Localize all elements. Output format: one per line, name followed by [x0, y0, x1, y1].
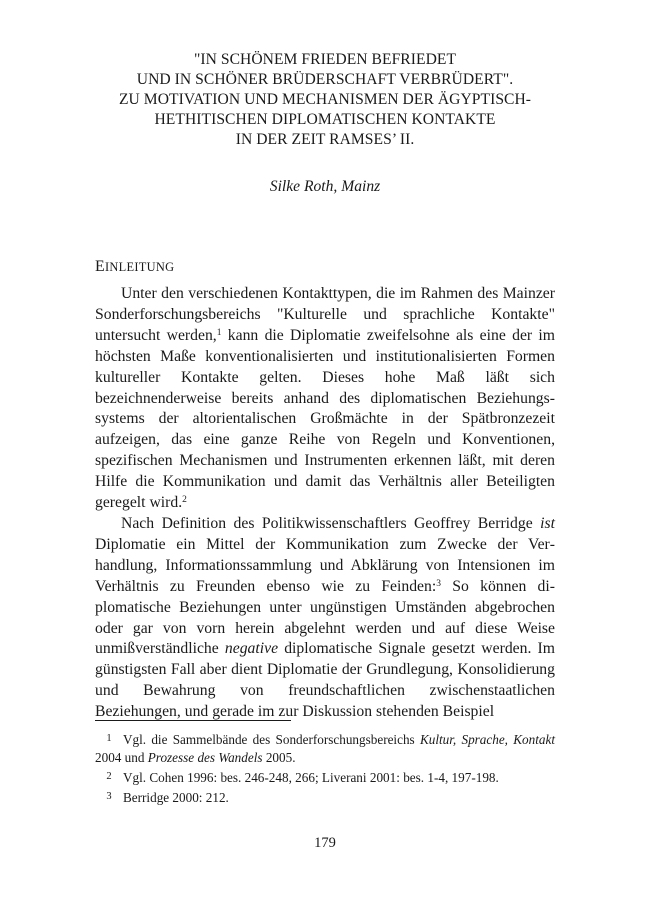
- title-line-2: UND IN SCHÖNER BRÜDERSCHAFT VERBRÜDERT".: [136, 71, 514, 88]
- footnote-1: [95, 730, 555, 767]
- footnote-3: [95, 788, 555, 807]
- footnotes: [95, 730, 555, 808]
- title-line-5: IN DER ZEIT RAMSES’ II.: [235, 131, 415, 148]
- footnote-ref-1[interactable]: 1: [216, 327, 222, 338]
- title-line-3: ZU MOTIVATION UND MECHANISMEN DER ÄGYPTISCH-: [118, 91, 532, 108]
- footnote-text: Vgl. Cohen 1996: bes. 246-248, 266; Liverani 2001: bes. 1-4, 197-198.: [123, 770, 499, 785]
- paragraph-2-text-c: So können diplomatische Beziehungen unter ungünstigen Umständen abgebrochen oder gar von vorn herein abgelehnt werden und auf diese Weise unmißverständliche: [95, 577, 555, 658]
- author-line: Silke Roth, Mainz: [269, 178, 381, 195]
- article-title: [60, 50, 590, 150]
- paragraph-1-text-a: Unter den verschiedenen Kontakttypen, die im Rahmen des Mainzer Sonderforschungsbereichs "Kulturelle und sprachliche Kontakte" untersucht werden,: [95, 285, 555, 344]
- footnote-number: 1: [106, 733, 112, 744]
- footnote-2: [95, 768, 555, 787]
- body-text: [95, 284, 555, 723]
- paragraph-2-text-a: Nach Definition des Politikwissenschaftlers Geoffrey Berridge: [121, 514, 541, 532]
- section-heading-rest: INLEITUNG: [104, 260, 175, 274]
- footnote-ref-3[interactable]: 3: [436, 578, 441, 589]
- footnote-title-kultur: Kultur, Sprache, Kontakt: [419, 732, 556, 747]
- footnote-text: Berridge 2000: 212.: [123, 790, 229, 805]
- paragraph-1-text-b: kann die Diplomatie zweifelsohne als eine der im höchsten Maße konventionalisierten und institutionalisierten Formen kultureller Kontakte gelten. Dieses hohe Maß läßt sich bezeichnenderweise bereits anhand des diplomatischen Beziehungssystems der altorientalischen Großmächte in der Spätbronzezeit aufzeigen, das eine ganze Reihe von Regeln und Konventionen, spezifischen Mechanismen und Instrumenten erkennen läßt, mit deren Hilfe die Kommunikation und damit das Verhältnis aller Beteiligten geregelt wird.: [95, 326, 555, 512]
- footnote-separator: [95, 720, 291, 721]
- footnote-text: Vgl. die Sammelbände des Sonderforschungsbereichs: [123, 732, 420, 747]
- paragraph-1: [95, 284, 555, 514]
- page-number: 179: [314, 835, 336, 851]
- footnote-number: 3: [106, 791, 112, 802]
- section-heading-initial: E: [95, 258, 105, 275]
- footnote-text: 2005.: [262, 750, 296, 765]
- section-heading: [95, 258, 174, 276]
- footnote-text: 2004 und: [95, 750, 148, 765]
- title-line-4: HETHITISCHEN DIPLOMATISCHEN KONTAKTE: [154, 111, 496, 128]
- footnote-title-prozesse: Prozesse des Wandels: [147, 750, 263, 765]
- paragraph-2-text-d: diplomatische Signale gesetzt werden. Im günstigsten Fall aber dient Diplomatie der Grundlegung, Konsolidierung und Bewahrung von freundschaftlichen zwischenstaatlichen Beziehungen, und gerade im zur Diskussion stehenden Beispiel: [95, 640, 555, 721]
- paragraph-2-emphasis-negative: negative: [224, 640, 279, 658]
- title-line-1: "IN SCHÖNEM FRIEDEN BEFRIEDET: [193, 51, 457, 68]
- paragraph-2-text-b: Diplomatie ein Mittel der Kommunikation zum Zwecke der Verhandlung, Informationssammlung und Abklärung von Intensionen im Verhältnis zu Freunden ebenso wie zu Feinden:: [95, 535, 555, 595]
- footnote-ref-2[interactable]: 2: [182, 495, 187, 506]
- footnote-number: 2: [106, 771, 112, 782]
- paragraph-2: [95, 514, 555, 723]
- paragraph-2-emphasis-ist: ist: [540, 514, 555, 532]
